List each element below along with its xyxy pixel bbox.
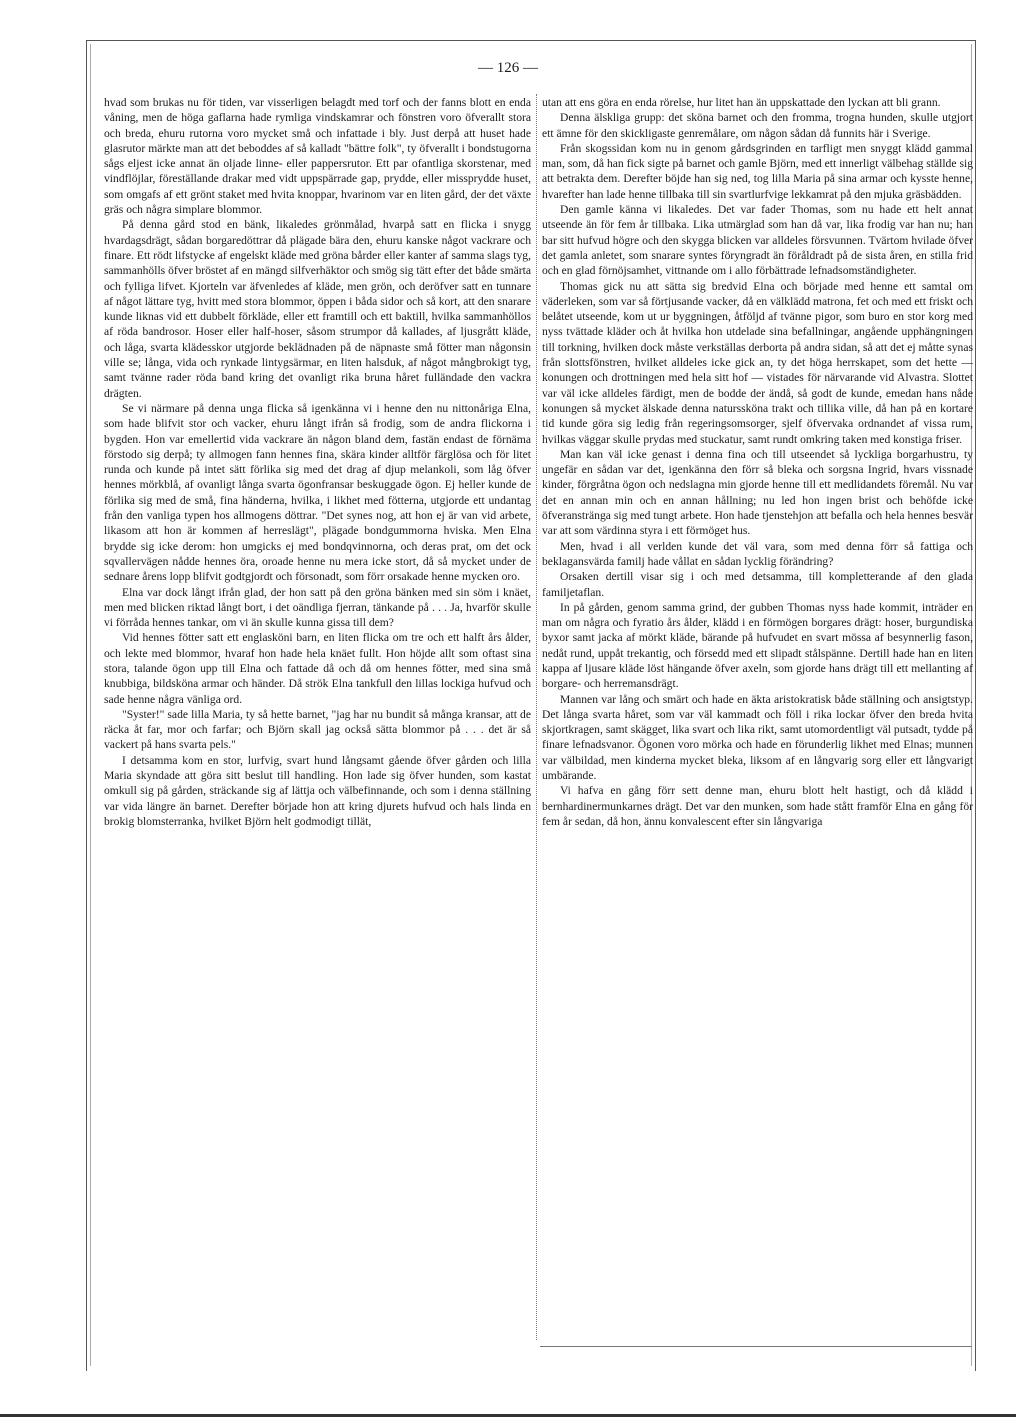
paragraph: hvad som brukas nu för tiden, var visserligen belagdt med torf och der fanns blott en enda våning, men de höga gaflarna hade rymliga vindskamrar och fönstren voro öfverallt stora och breda, ehuru rutorna voro mycket små och infattade i bly. Just derpå att huset hade glasrutor märkte man att det beboddes af så kalladt "bättre folk", ty öfverallt i bondstugorna sågs eljest icke annat än oljade linne- eller pappersrutor. Ett par ofantliga skorstenar, med vindflöjlar, föreställande drakar med vidt uppspärrade gap, prydde, eller missprydde huset, som omgafs af ett grönt staket med hvita knoppar, hvarinom var en liten gård, der det växte gräs och några simplare blommor. [104,96,531,217]
paragraph: Man kan väl icke genast i denna fina och till utseendet så lyckliga borgarhustru, ty ungefär en sådan var det, igenkänna den förr så bleka och sorgsna Ingrid, hvars vissnade kinder, förgråtna ögon och nedslagna min gjorde henne till ett medlidandets föremål. Nu var det en annan min och en annan hållning; nu led hon ingen brist och behöfde icke öfveranstränga sig med tungt arbete. Hon hade tjenstehjon att befalla och hela hennes besvär var att som värdinna styra i ett förmöget hus. [542,447,973,538]
paragraph: Vid hennes fötter satt ett englasköni barn, en liten flicka om tre och ett halft års ålder, och lekte med blommor, hvaraf hon hade hela knäet fullt. Hon höjde allt som oftast sina stora, talande ögon upp till Elna och fattade då och då om hennes fötter, med sina små knubbiga, bildsköna armar och händer. Då strök Elna tankfull den lillas lockiga hufvud och sade henne några vänliga ord. [104,631,531,706]
paragraph: Thomas gick nu att sätta sig bredvid Elna och började med henne ett samtal om väderleken, som var så förtjusande vacker, då en välklädd matrona, fet och med ett friskt och belåtet utseende, kom ut ur byggningen, åtföljd af tvänne pigor, som buro en stor korg med nyss tvättade kläder och åt hvilka hon utdelade sina befallningar, angående upphängningen till torkning, hvilken dock måste verkställas derborta på andra sidan, så att det ej måtte synas från slottsfönstren, hvilket alldeles icke gick an, ty det höga herrskapet, som det hette — konungen och drottningen med hela sitt hof — vistades för närvarande vid Alvastra. Slottet var väl icke alldeles färdigt, men de bodde der ändå, så godt de kunde, emedan hans nåde konungen så mycket älskade denna naturssköna trakt och tillika ville, då han på en kortare tid kunde göra sig ledig från regeringsomsorger, sjelf öfvervaka ordnandet af vissa rum, hvilkas väggar skulle prydas med stuckatur, samt rundt omkring taken med konstiga friser. [542,279,973,446]
paragraph: På denna gård stod en bänk, likaledes grönmålad, hvarpå satt en flicka i snygg hvardagsdrägt, sådan borgaredöttrar då plägade bära den, ehuru kanske något vackrare och finare. Ett rödt lifstycke af engelskt kläde med gröna bårder eller kanter af samma slags tyg, sammanhölls öfver bröstet af en mängd silfverhäktor och smög sig tätt efter det både smärta och fylliga lifvet. Kjorteln var äfvenledes af kläde, men grön, och deröfver satt en tunnare af något lättare tyg, hvitt med stora blommor, öppen i båda sidor och så kort, att den snarare kunde liknas vid ett dubbelt förkläde, eller ett framtill och ett baktill, hvilka sammanhöllos af röda bandrosor. Hoser eller half-hoser, såsom strumpor då kallades, af ljusgrått kläde, och låga, svarta klädesskor utgjorde beklädnaden på de näpnaste små fötter man någonsin ville se; långa, vida och rynkade lintygsärmar, en liten halsduk, af något mångbrokigt tyg, samt tvänne rader röda band kring det ovanligt rika bruna håret fulländade den vackra drägten. [104,218,531,400]
paragraph: Den gamle känna vi likaledes. Det var fader Thomas, som nu hade ett helt annat utseende än för fem år tillbaka. Lika utmärglad som han då var, lika frodig var han nu; han bar sitt hufvud högre och den skygga blicken var alldeles försvunnen. Tvärtom hvilade öfver det gamla anletet, som snarare syntes föryngradt än föråldradt på de sista åren, en stilla frid och en glad förnöjsamhet, vittnande om i allo förbättrade lefnadsomständigheter. [542,203,973,278]
paragraph: "Syster!" sade lilla Maria, ty så hette barnet, "jag har nu bundit så många kransar, att de räcka åt far, mor och farfar; och Björn skall jag också sätta blommor på . . . det är så vackert på hans svarta pels." [104,707,531,752]
paragraph: Denna älskliga grupp: det sköna barnet och den fromma, trogna hunden, skulle utgjort ett ämne för den skickligaste genremålare, om någon sådan då funnits här i Sverige. [542,111,973,140]
paragraph: Vi hafva en gång förr sett denne man, ehuru blott helt hastigt, och då klädd i bernhardinermunkarnes drägt. Det var den munken, som hade stått framför Elna en gång för fem år sedan, då hon, ännu konvalescent efter sin långvariga [542,784,973,828]
paragraph: utan att ens göra en enda rörelse, hur litet han än uppskattade den lyckan att bli grann. [542,96,941,109]
left-column [104,95,531,829]
page-number-value: 126 [496,60,520,76]
paragraph: Orsaken dertill visar sig i och med detsamma, till kompletterande af den glada familjetaflan. [542,570,973,599]
paragraph: Elna var dock långt ifrån glad, der hon satt på den gröna bänken med sin söm i knäet, men med blicken riktad långt bort, i det oändliga fjerran, tänkande på . . . Ja, hvarför skulle vi förråda hennes tankar, om vi än skulle kunna gissa till dem? [104,585,531,630]
paragraph: Men, hvad i all verlden kunde det väl vara, som med denna förr så fattiga och beklagansvärda familj hade vållat en sådan lycklig förändring? [542,539,973,568]
right-column [542,95,973,829]
paragraph: Mannen var lång och smärt och hade en äkta aristokratisk både ställning och ansigtstyp. Det långa svarta håret, som var väl kammadt och föll i rika lockar öfver den breda hvita skjortkragen, samt skägget, lika svart och lika rikt, samt utomordentligt väl putsadt, tydde på finare lefnadsvanor. Ögonen voro mörka och hade en förunderlig likhet med Elnas; munnen var välbildad, men kinderna mycket bleka, liksom af en långvarig sorg eller ett långvarigt umbärande. [542,692,973,783]
column-end-rule [540,1346,972,1347]
bottom-edge-rule [0,1414,1016,1417]
paragraph: I detsamma kom en stor, lurfvig, svart hund långsamt gående öfver gården och lilla Maria skyndade att göra sitt beslut till handling. Hon lade sig öfver hunden, som kastat omkull sig på gården, sträckande sig af lättja och välbefinnande, och som i denna ställning var vida längre än barnet. Derefter började hon att kring djurets hufvud och hals linda en brokig blomsterranka, hvilket Björn helt godmodigt tillät, [104,753,531,828]
column-divider [536,94,537,1340]
paragraph: Från skogssidan kom nu in genom gårdsgrinden en tarfligt men snyggt klädd gammal man, som, då han fick sigte på barnet och gamle Björn, med ett innerligt välbehag ställde sig att betrakta dem. Derefter böjde han sig ned, tog lilla Maria på sina armar och kysste henne, hvarefter han lade henne tillbaka till sin svartlurfvige lekkamrat på den mjuka gräsbädden. [542,141,973,201]
paragraph: In på gården, genom samma grind, der gubben Thomas nyss hade kommit, inträder en man om några och fyratio års ålder, klädd i en förmögen borgares drägt: hoser, burgundiska byxor samt jacka af mörkt kläde, bärande på hufvudet en svart mössa af besynnerlig fason, nedåt rund, uppåt trekantig, och försedd med ett slipadt stålspänne. Dertill hade han en liten kappa af ljusare kläde löst hängande öfver axeln, som gjorde hans drägt till ett mellanting af borgare- och herremansdrägt. [542,600,973,691]
page-number: — 126 — [478,60,538,76]
paragraph: Se vi närmare på denna unga flicka så igenkänna vi i henne den nu nittonåriga Elna, som hade blifvit stor och vacker, ehuru långt ifrån så frodig, som de andra flickorna i bygden. Hon var emellertid vida vackrare än någon bland dem, fastän endast de förnäma förstodo sig derpå; ty allmogen fann hennes fina, skära kinder alltför färglösa och för litet runda och kunde på intet sätt förlika sig med det drag af djup melankoli, som låg öfver hennes mörkblå, af ovanligt långa svarta ögonfransar beskuggade ögon. Ej heller kunde de förlika sig med de små, fina händerna, hvilka, i likhet med fötterna, utgjorde ett undantag från den vanliga typen hos allmogens döttrar. "Det synes nog, att hon ej är van vid arbete, likasom att hon är kommen af herreslägt", plägade bondgummorna hviska. Men Elna brydde sig icke derom: hon umgicks ej med bondqvinnorna, och deras prat, om det ock sqvallervägen nådde hennes öra, oroade henne nu mera icke stort, då så mycket under de sednare årens lopp blifvit godtgjordt och försonadt, som förr orsakade henne mycken oro. [104,401,531,584]
